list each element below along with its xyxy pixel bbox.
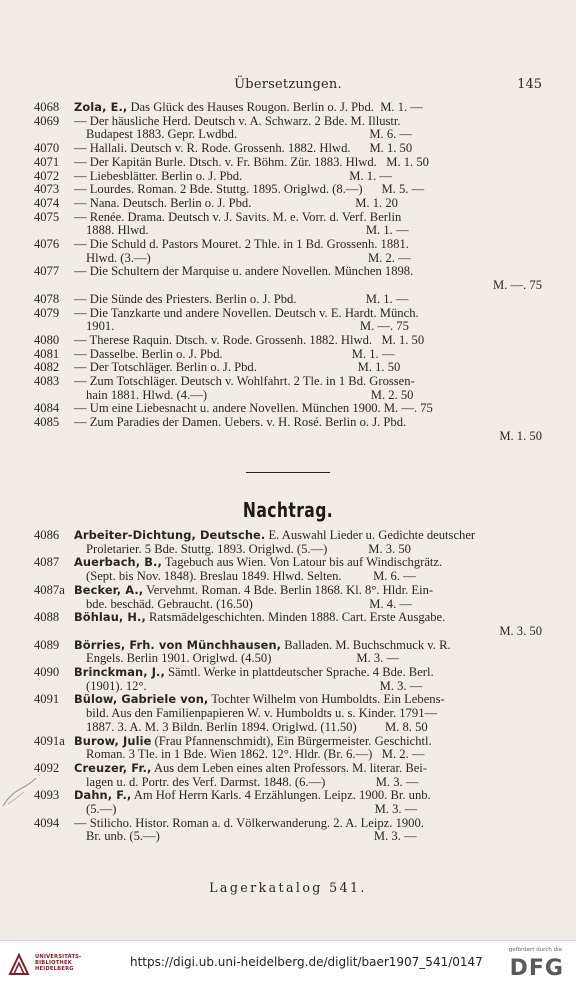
entry-number: 4088 xyxy=(34,610,60,625)
entry-text: E. Auswahl Lieder u. Gedichte deutscher xyxy=(265,529,476,542)
catalog-entries-top xyxy=(34,101,542,444)
entry-number: 4074 xyxy=(34,195,60,210)
entry-line: 4069 — Der häusliche Herd. Deutsch v. A. Schwarz. 2 Bde. M. Illustr. xyxy=(34,113,401,128)
catalog-entry xyxy=(34,211,542,238)
entry-text: — Die Schultern der Marquise u. andere Novellen. München 1898. xyxy=(74,265,414,279)
pencil-annotation-mark xyxy=(0,764,40,814)
entry-line xyxy=(74,238,542,252)
catalog-entry xyxy=(34,156,542,170)
institution-name xyxy=(35,954,81,973)
entry-line xyxy=(74,389,542,403)
entry-line xyxy=(74,789,542,803)
entry-line xyxy=(74,183,542,197)
entry-text: — Nana. Deutsch. Berlin o. J. Pbd. M. 1. 20 xyxy=(74,196,398,210)
entry-line xyxy=(74,375,542,389)
catalog-entry xyxy=(34,238,542,265)
entry-author: Dahn, F., xyxy=(74,789,132,803)
entry-text: Br. unb. (5.—) M. 3. — xyxy=(86,830,417,844)
institution-line: BIBLIOTHEK xyxy=(35,960,72,967)
entry-author: Creuzer, Fr., xyxy=(74,761,152,775)
catalog-entry xyxy=(34,611,542,638)
catalog-entry xyxy=(34,293,542,307)
entry-line xyxy=(74,416,542,430)
entry-line xyxy=(74,611,542,625)
entry-line xyxy=(74,529,542,543)
entry-line xyxy=(74,252,542,266)
entry-line xyxy=(74,556,542,570)
entry-text: Tagebuch aus Wien. Von Latour bis auf Windischgrätz. xyxy=(161,556,443,570)
entry-text: — Stilicho. Histor. Roman a. d. Völkerwanderung. 2. A. Leipz. 1900. xyxy=(74,816,424,830)
entry-author: Böhlau, H., xyxy=(74,611,146,625)
entry-line xyxy=(74,652,542,666)
entry-number: 4091 xyxy=(34,692,60,707)
entry-line xyxy=(74,156,542,170)
entry-text: Das Glück des Hauses Rougon. Berlin o. J. Pbd. M. 1. — xyxy=(127,101,423,114)
entry-line xyxy=(74,543,542,557)
entry-line xyxy=(74,693,542,707)
entry-number: 4085 xyxy=(34,415,60,430)
catalog-entry xyxy=(34,817,542,844)
permalink-url[interactable]: https://digi.ub.uni-heidelberg.de/diglit/baer1907_541/0147 xyxy=(130,955,483,969)
catalog-entry xyxy=(34,693,542,734)
entry-line xyxy=(74,735,542,749)
entry-text: bde. beschäd. Gebraucht. (16.50) M. 4. — xyxy=(86,597,412,611)
entry-line xyxy=(74,402,542,416)
entry-author: Burow, Julie xyxy=(74,734,152,748)
catalog-entry xyxy=(34,101,542,128)
entry-text: — Der häusliche Herd. Deutsch v. A. Schwarz. 2 Bde. M. Illustr. xyxy=(74,114,401,128)
section-heading: Nachtrag. xyxy=(242,498,334,522)
entry-line xyxy=(74,307,542,321)
entry-number: 4084 xyxy=(34,401,60,416)
entry-text: Roman. 3 Tle. in 1 Bde. Wien 1862. 12°. Hldr. (Br. 6.—) M. 2. — xyxy=(86,748,425,762)
entry-number: 4081 xyxy=(34,346,60,361)
entry-line xyxy=(74,625,542,639)
catalog-entry xyxy=(34,375,542,402)
entry-number: 4072 xyxy=(34,168,60,183)
entry-number: 4093 xyxy=(34,788,60,803)
entry-text: — Der Totschläger. Berlin o. J. Pbd. M. 1. 50 xyxy=(74,361,401,375)
entry-number: 4068 xyxy=(34,100,60,114)
entry-line xyxy=(74,224,542,238)
dfg-logo: DFG xyxy=(509,956,564,981)
entry-number: 4089 xyxy=(34,637,60,652)
entry-line xyxy=(74,361,542,375)
entry-number: 4087a xyxy=(34,582,65,597)
entry-text: — Die Schuld d. Pastors Mouret. 2 Thle. in 1 Bd. Grossenh. 1881. xyxy=(74,238,409,252)
entry-line xyxy=(74,265,542,279)
viewer-footer-bar xyxy=(0,940,576,988)
entry-number: 4092 xyxy=(34,760,60,775)
entry-text: — Lourdes. Roman. 2 Bde. Stuttg. 1895. Origlwd. (8.—) M. 5. — xyxy=(74,183,425,197)
entry-author: Zola, E., xyxy=(74,101,128,114)
entry-number: 4073 xyxy=(34,182,60,197)
entry-number: 4080 xyxy=(34,332,60,347)
entry-line xyxy=(74,320,542,334)
entry-number: 4086 xyxy=(34,528,60,542)
institution-line: UNIVERSITÄTS- xyxy=(35,954,82,960)
entry-text: 1888. Hlwd. M. 1. — xyxy=(86,224,409,238)
entry-text: — Liebesblätter. Berlin o. J. Pbd. M. 1. — xyxy=(74,169,392,183)
catalog-entry xyxy=(34,307,542,334)
entry-text: Sämtl. Werke in plattdeutscher Sprache. 4 Bde. Berl. xyxy=(164,666,434,680)
page-header xyxy=(0,77,576,95)
catalog-entry xyxy=(34,556,542,583)
entry-line xyxy=(74,211,542,225)
entry-text: Proletarier. 5 Bde. Stuttg. 1893. Origlwd. (5.—) M. 3. 50 xyxy=(86,542,411,556)
entry-line xyxy=(74,279,542,293)
entry-line xyxy=(74,570,542,584)
entry-text: lagen u. d. Portr. des Verf. Darmst. 1848. (6.—) M. 3. — xyxy=(86,775,419,789)
entry-line xyxy=(74,748,542,762)
catalog-entry xyxy=(34,334,542,348)
entry-text: (1901). 12°. M. 3. — xyxy=(86,679,423,693)
page-number: 145 xyxy=(517,77,542,92)
entry-text: Am Hof Herrn Karls. 4 Erzählungen. Leipz. 1900. Br. unb. xyxy=(131,789,431,803)
entry-line xyxy=(74,293,542,307)
entry-line xyxy=(74,430,542,444)
catalog-entries-bottom xyxy=(34,529,542,844)
entry-text: M. —. 75 xyxy=(493,279,542,293)
entry-text: (Frau Pfannenschmidt), Ein Bürgermeister. Geschichtl. xyxy=(151,734,432,748)
catalog-entry xyxy=(34,142,542,156)
entry-text: Budapest 1883. Gepr. Lwdbd. M. 6. — xyxy=(86,128,413,142)
entry-author: Auerbach, B., xyxy=(74,556,162,570)
entry-number: 4091a xyxy=(34,733,65,748)
catalog-footer: Lagerkatalog 541. xyxy=(209,880,367,895)
entry-line xyxy=(74,128,542,142)
entry-line xyxy=(74,776,542,790)
entry-text: Tochter Wilhelm von Humboldts. Ein Lebens- xyxy=(208,693,445,707)
catalog-entry xyxy=(34,183,542,197)
entry-number: 4083 xyxy=(34,374,60,389)
entry-author: Brinckman, J., xyxy=(74,666,165,680)
catalog-entry xyxy=(34,197,542,211)
catalog-entry xyxy=(34,416,542,443)
entry-text: — Der Kapitän Burle. Dtsch. v. Fr. Böhm. Zür. 1883. Hlwd. M. 1. 50 xyxy=(74,155,429,169)
entry-line xyxy=(74,348,542,362)
entry-number: 4078 xyxy=(34,291,60,306)
entry-text: Aus dem Leben eines alten Professors. M. literar. Bei- xyxy=(151,761,428,775)
entry-text: — Therese Raquin. Dtsch. v. Rode. Grossenh. 1882. Hlwd. M. 1. 50 xyxy=(74,333,425,347)
entry-text: M. 1. 50 xyxy=(499,429,542,443)
entry-text: M. 3. 50 xyxy=(499,624,542,638)
entry-text: (5.—) M. 3. — xyxy=(86,803,418,817)
entry-author: Bülow, Gabriele von, xyxy=(74,693,209,707)
running-title: Übersetzungen. xyxy=(234,77,342,92)
catalog-entry xyxy=(34,735,542,762)
entry-text: — Zum Paradies der Damen. Uebers. v. H. Rosé. Berlin o. J. Pbd. xyxy=(74,416,407,430)
entry-line xyxy=(74,666,542,680)
entry-number: 4075 xyxy=(34,209,60,224)
catalog-entry xyxy=(34,529,542,556)
entry-text: Hlwd. (3.—) M. 2. — xyxy=(86,251,411,265)
entry-text: Ratsmädelgeschichten. Minden 1888. Cart. Erste Ausgabe. xyxy=(145,611,446,625)
entry-line xyxy=(74,803,542,817)
entry-line xyxy=(74,830,542,844)
entry-number: 4094 xyxy=(34,815,60,830)
entry-text: — Hallali. Deutsch v. R. Rode. Grossenh. 1882. Hlwd. M. 1. 50 xyxy=(74,142,413,156)
entry-text: Vervehmt. Roman. 4 Bde. Berlin 1868. Kl. 8°. Hldr. Ein- xyxy=(143,583,434,597)
entry-line xyxy=(74,721,542,735)
entry-text: Engels. Berlin 1901. Origlwd. (4.50) M. 3. — xyxy=(86,652,400,666)
entry-number: 4087 xyxy=(34,555,60,570)
entry-line xyxy=(74,762,542,776)
entry-number: 4079 xyxy=(34,305,60,320)
entry-line xyxy=(74,680,542,694)
entry-text: bild. Aus den Familienpapieren W. v. Humboldts u. s. Kinder. 1791— xyxy=(86,707,438,721)
institution-line: HEIDELBERG xyxy=(35,966,74,973)
entry-line xyxy=(74,170,542,184)
entry-text: — Die Sünde des Priesters. Berlin o. J. Pbd. M. 1. — xyxy=(74,292,409,306)
entry-text: — Um eine Liebesnacht u. andere Novellen. München 1900. M. —. 75 xyxy=(74,402,433,416)
entry-number: 4077 xyxy=(34,264,60,279)
entry-number: 4076 xyxy=(34,237,60,252)
entry-text: — Dasselbe. Berlin o. J. Pbd. M. 1. — xyxy=(74,347,395,361)
university-seal-icon xyxy=(6,952,32,978)
catalog-entry xyxy=(34,348,542,362)
catalog-entry xyxy=(34,639,542,666)
entry-line xyxy=(74,707,542,721)
catalog-entry xyxy=(34,265,542,292)
catalog-entry xyxy=(34,584,542,611)
catalog-entry xyxy=(34,170,542,184)
entry-text: hain 1881. Hlwd. (4.—) M. 2. 50 xyxy=(86,388,414,402)
entry-number: 4071 xyxy=(34,154,60,169)
catalog-entry xyxy=(34,402,542,416)
entry-text: 1901. M. —. 75 xyxy=(86,320,409,334)
entry-text: Balladen. M. Buchschmuck v. R. xyxy=(281,638,451,652)
entry-text: — Die Tanzkarte und andere Novellen. Deutsch v. E. Hardt. Münch. xyxy=(74,306,419,320)
entry-line xyxy=(74,639,542,653)
entry-number: 4082 xyxy=(34,360,60,375)
catalog-entry xyxy=(34,789,542,816)
catalog-entry xyxy=(34,666,542,693)
catalog-entry xyxy=(34,762,542,789)
entry-line xyxy=(74,197,542,211)
catalog-entry xyxy=(34,361,542,375)
entry-text: — Zum Totschläger. Deutsch v. Wohlfahrt. 2 Tle. in 1 Bd. Grossen- xyxy=(74,375,415,389)
entry-number: 4070 xyxy=(34,141,60,156)
entry-line xyxy=(74,598,542,612)
entry-line xyxy=(74,817,542,831)
entry-author: Arbeiter-Dichtung, Deutsche. xyxy=(74,529,266,542)
entry-line xyxy=(74,101,542,115)
entry-text: (Sept. bis Nov. 1848). Breslau 1849. Hlwd. Selten. M. 6. — xyxy=(86,570,416,584)
entry-number: 4090 xyxy=(34,665,60,680)
funding-caption: gefördert durch die xyxy=(508,947,562,953)
entry-line xyxy=(74,142,542,156)
entry-line xyxy=(74,584,542,598)
entry-line xyxy=(74,334,542,348)
entry-text: — Renée. Drama. Deutsch v. J. Savits. M. e. Vorr. d. Verf. Berlin xyxy=(74,210,402,224)
entry-author: Becker, A., xyxy=(74,583,144,597)
entry-text: 1887. 3. A. M. 3 Bildn. Berlin 1894. Origlwd. (11.50) M. 8. 50 xyxy=(86,720,428,734)
entry-author: Börries, Frh. von Münchhausen, xyxy=(74,638,282,652)
catalog-entry xyxy=(34,128,542,142)
section-divider xyxy=(246,472,330,473)
